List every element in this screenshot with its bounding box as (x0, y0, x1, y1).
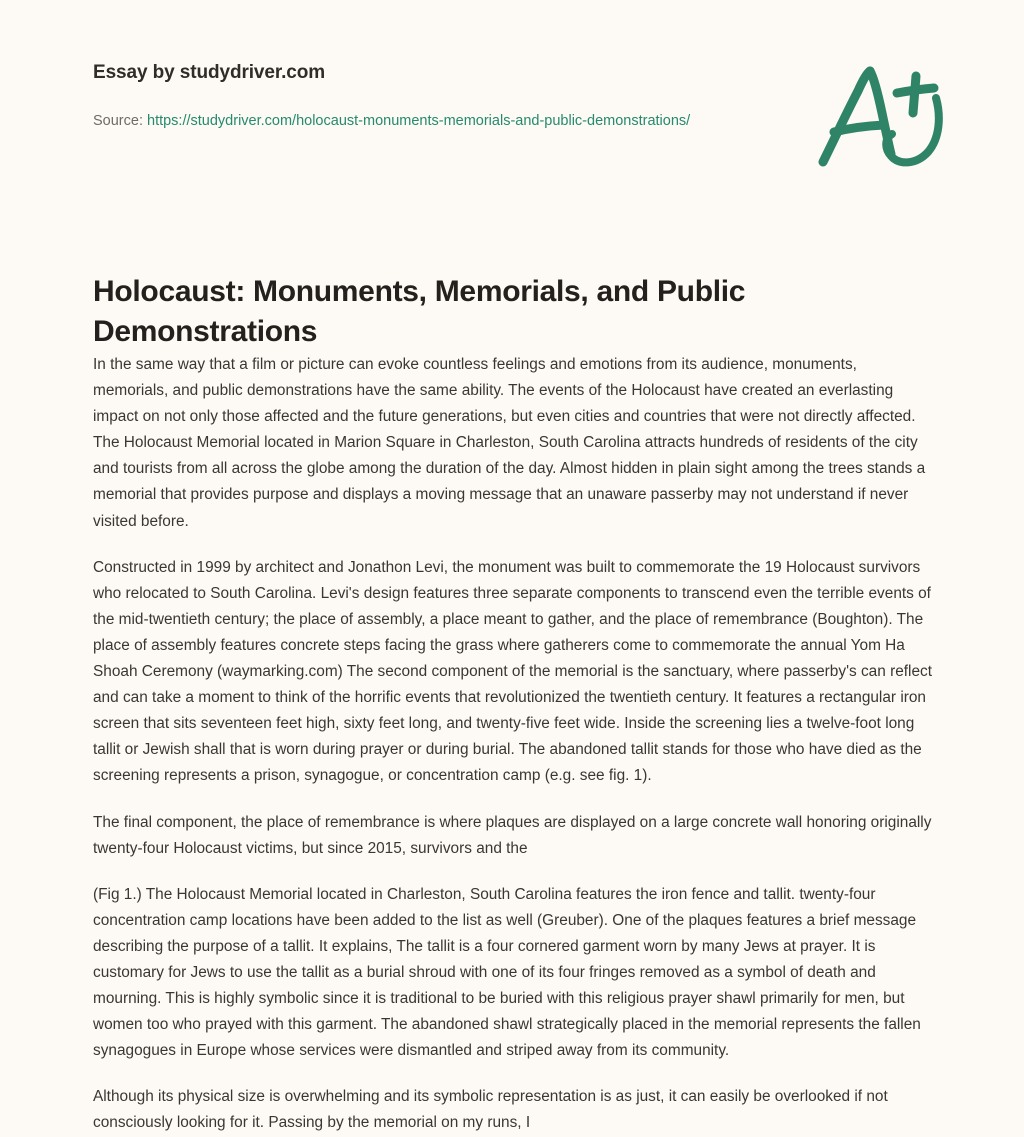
a-plus-logo-icon (812, 58, 952, 178)
essay-byline: Essay by studydriver.com (93, 62, 326, 83)
paragraph: Constructed in 1999 by architect and Jonathon Levi, the monument was built to commemorate the 19 Holocaust survivors who relocated to South Carolina. Levi's design features three separate components to transcend even the terrible events of the mid-twentieth century; the place of assembly, a place meant to gather, and the place of remembrance (Boughton). The place of assembly features concrete steps facing the grass where gatherers come to commemorate the annual Yom Ha Shoah Ceremony (waymarking.com) The second component of the memorial is the sanctuary, where passerby's can reflect and can take a moment to think of the horrific events that revolutionized the twentieth century. It features a rectangular iron screen that sits seventeen feet high, sixty feet long, and twenty-five feet wide. Inside the screening lies a twelve-foot long tallit or Jewish shall that is worn during prayer or during burial. The abandoned tallit stands for those who have died as the screening represents a prison, synagogue, or concentration camp (e.g. see fig. 1). (93, 558, 932, 785)
page-title: Holocaust: Monuments, Memorials, and Public Demonstrations (93, 275, 746, 349)
source-label: Source: (93, 113, 147, 129)
document-header (0, 0, 1024, 230)
source-url-link[interactable]: https://studydriver.com/holocaust-monuments-memorials-and-public-demonstrations/ (147, 113, 691, 129)
paragraph: The final component, the place of remembrance is where plaques are displayed on a large concrete wall honoring originally twenty-four Holocaust victims, but since 2015, survivors and the (93, 813, 932, 857)
paragraph: (Fig 1.) The Holocaust Memorial located in Charleston, South Carolina features the iron fence and tallit. twenty-four concentration camp locations have been added to the list as well (Greuber). One of the plaques features a brief message describing the purpose of a tallit. It explains, The tallit is a four cornered garment worn by many Jews at prayer. It is customary for Jews to use the tallit as a burial shroud with one of its four fringes removed as a symbol of death and mourning. This is highly symbolic since it is traditional to be buried with this religious prayer shawl primarily for men, but women too who prayed with this garment. The abandoned shawl strategically placed in the memorial represents the fallen synagogues in Europe whose services were dismantled and striped away from its community. (93, 885, 921, 1060)
paragraph: Although its physical size is overwhelming and its symbolic representation is as just, it can easily be overlooked if not consciously looking for it. Passing by the memorial on my runs, I (93, 1088, 888, 1132)
source-line (93, 108, 693, 135)
paragraph: In the same way that a film or picture can evoke countless feelings and emotions from its audience, monuments, memorials, and public demonstrations have the same ability. The events of the Holocaust have created an everlasting impact on not only those affected and the future generations, but even cities and countries that were not directly affected. The Holocaust Memorial located in Marion Square in Charleston, South Carolina attracts hundreds of residents of the city and tourists from all across the globe among the duration of the day. Almost hidden in plain sight among the trees stands a memorial that provides purpose and displays a moving message that an unaware passerby may not understand if never visited before. (93, 356, 926, 530)
essay-body (93, 352, 933, 1137)
